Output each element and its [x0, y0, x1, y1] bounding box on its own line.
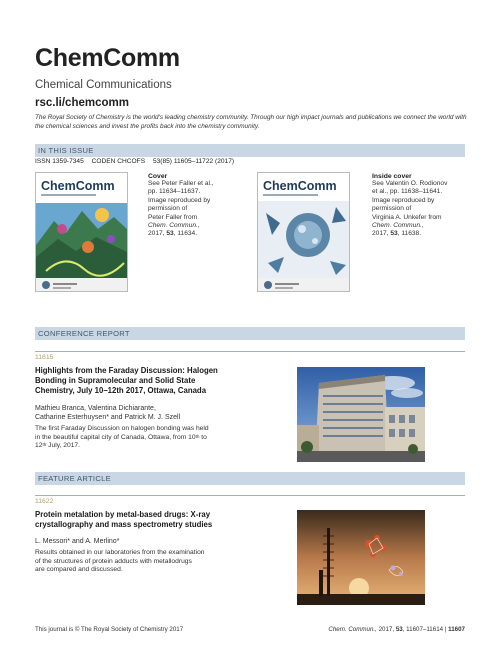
feature-page-number[interactable]: 11622	[35, 498, 54, 505]
feature-title-line-1[interactable]: Protein metalation by metal-based drugs: X-ray	[35, 510, 211, 519]
cover-label: Cover	[148, 173, 168, 180]
cover-line-1: See Peter Faller et al.,	[148, 180, 214, 187]
footer-page-number: 11607	[448, 626, 465, 633]
conference-abstract-line-3: 12th July, 2017.	[35, 442, 81, 449]
cover-caption	[148, 173, 214, 239]
conference-abstract-line-1: The first Faraday Discussion on halogen bonding was held	[35, 425, 209, 432]
feature-authors: L. Messori* and A. Merlino*	[35, 538, 120, 545]
feature-abstract-line-2: of the structures of protein adducts with metallodrugs	[35, 557, 192, 565]
cover-line-5: Peter Faller from	[148, 213, 198, 221]
section-heading-conference-report: CONFERENCE REPORT	[35, 327, 465, 340]
conference-authors-line-2: Catharine Esterhuysen* and Patrick M. J. Szell	[35, 414, 181, 421]
conference-page-number[interactable]: 11615	[35, 354, 54, 361]
inside-cover-image[interactable]	[257, 172, 350, 292]
volume-info: 53(85) 11605–11722 (2017)	[152, 158, 235, 165]
inside-cover-caption	[372, 173, 447, 239]
front-cover-art	[36, 173, 128, 292]
section-divider	[35, 351, 465, 352]
inside-cover-line-1: See Valentin O. Rodionov	[372, 180, 448, 187]
society-blurb: The Royal Society of Chemistry is the world's leading chemistry community. Through our high impact journals and publications we connect the world with the chemical sciences and invest the profits back into the chemistry community.	[35, 114, 467, 130]
inside-cover-line-5: Virginia A. Unkefer from	[372, 213, 442, 221]
inside-cover-art	[258, 173, 350, 292]
feature-image[interactable]	[297, 510, 425, 605]
cover-line-2: pp. 11634–11637.	[148, 188, 201, 196]
feature-abstract-line-1: Results obtained in our laboratories from the examination	[35, 549, 205, 556]
footer-copyright: This journal is © The Royal Society of Chemistry 2017	[35, 626, 184, 633]
feature-article	[35, 510, 285, 575]
footer-citation: Chem. Commun., 2017, 53, 11607–11614 | 11607	[328, 626, 465, 633]
conference-article	[35, 366, 285, 451]
conference-title-line-1[interactable]: Highlights from the Faraday Discussion: Halogen	[35, 366, 218, 375]
inside-cover-citation: 2017, 53, 11638.	[372, 230, 422, 238]
section-heading-feature-article: FEATURE ARTICLE	[35, 472, 465, 485]
conference-title-line-2[interactable]: Bonding in Supramolecular and Solid State	[35, 376, 196, 385]
cover-line-4: permission of	[148, 205, 188, 213]
inside-cover-logo: ChemComm	[263, 179, 337, 193]
inside-cover-label: Inside cover	[372, 173, 412, 180]
coden: CODEN CHCOFS	[91, 158, 146, 165]
journal-subtitle: Chemical Communications	[35, 79, 172, 91]
journal-title: ChemComm	[35, 44, 180, 72]
building-photo	[297, 367, 425, 462]
inside-cover-line-2: et al., pp. 11638–11641.	[372, 188, 443, 196]
inside-cover-journal-ref: Chem. Commun.,	[372, 222, 424, 230]
cover-logo: ChemComm	[41, 179, 115, 193]
feature-abstract-line-3: are compared and discussed.	[35, 566, 123, 573]
section-heading-in-this-issue: IN THIS ISSUE	[35, 144, 465, 157]
cover-journal-ref: Chem. Commun.,	[148, 222, 200, 230]
feature-title-line-2[interactable]: crystallography and mass spectrometry studies	[35, 520, 213, 529]
conference-abstract-line-2: in the beautiful capital city of Canada, Ottawa, from 10th to	[35, 433, 207, 441]
front-cover-image[interactable]	[35, 172, 128, 292]
journal-url[interactable]: rsc.li/chemcomm	[35, 97, 129, 109]
sunset-photo	[297, 510, 425, 605]
conference-title-line-3[interactable]: Chemistry, July 10–12th 2017, Ottawa, Canada	[35, 386, 207, 395]
conference-authors-line-1: Mathieu Branca, Valentina Dichiarante,	[35, 405, 156, 412]
section-divider	[35, 495, 465, 496]
issn: ISSN 1359-7345	[35, 158, 84, 165]
issue-identifiers	[35, 158, 240, 165]
inside-cover-line-4: permission of	[372, 205, 412, 213]
cover-citation: 2017, 53, 11634.	[148, 230, 198, 238]
cover-line-3: Image reproduced by	[148, 196, 211, 204]
footer-journal: Chem. Commun.,	[328, 626, 377, 633]
conference-image[interactable]	[297, 367, 425, 462]
inside-cover-line-3: Image reproduced by	[372, 196, 435, 204]
